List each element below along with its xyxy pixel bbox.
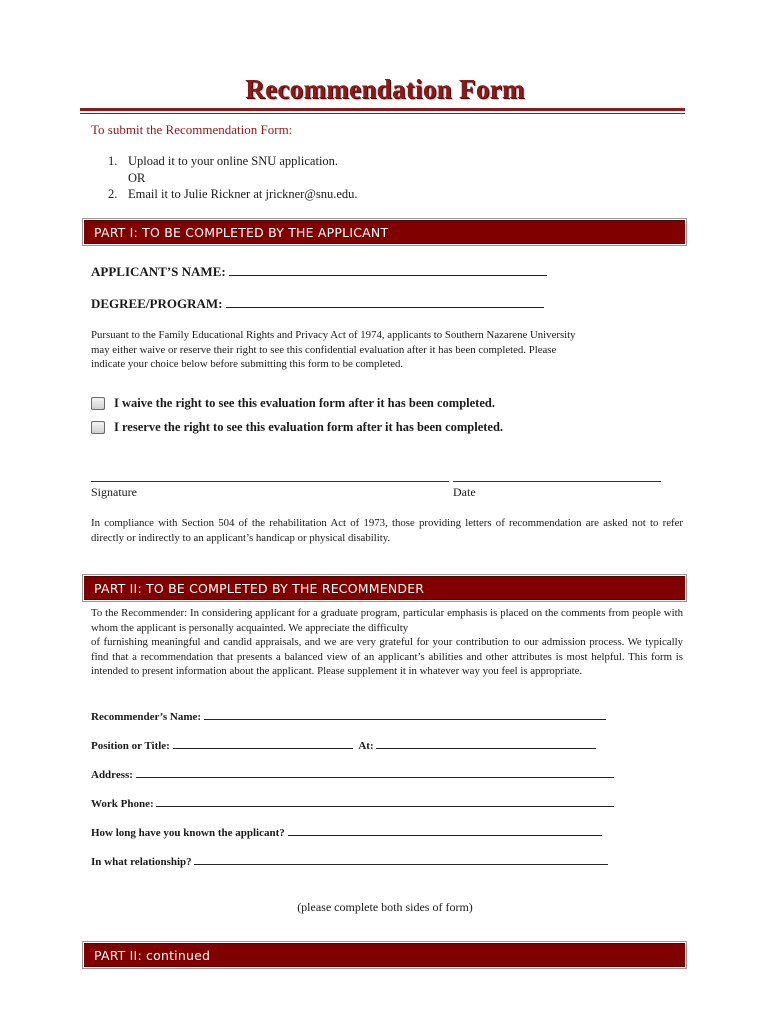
list-item: 1. Upload it to your online SNU application. — [108, 154, 339, 168]
at-label: At: — [358, 740, 374, 752]
waive-label: I waive the right to see this evaluation form after it has been completed. — [114, 396, 495, 410]
waive-option[interactable] — [91, 396, 495, 411]
recommender-intro-line1: To the Recommender: In considering applicant for a graduate program, particular emphasis is placed on the comments from people with whom the applicant is personally acquainted. We appreciate the difficulty — [91, 607, 683, 634]
relationship-line[interactable] — [194, 854, 608, 865]
list-item: OR — [128, 170, 146, 185]
recommender-intro-line2: of furnishing meaningful and candid appraisals, and we are very grateful for your contribution to our admission process. We typically find that a recommendation that presents a balanced view of an applicant’s abilities and other attributes is most helpful. This form is intended to present information about the applicant. Please supplement it in whatever way you feel is appropriate. — [91, 636, 683, 677]
title-rule-thick — [80, 108, 685, 111]
work-phone-field[interactable] — [91, 796, 614, 810]
reserve-option[interactable] — [91, 420, 503, 435]
part2-header: PART II: TO BE COMPLETED BY THE RECOMMENDER — [84, 576, 685, 600]
address-line[interactable] — [136, 767, 614, 778]
address-label: Address: — [91, 769, 133, 781]
position-label: Position or Title: — [91, 740, 170, 752]
degree-program-field[interactable] — [91, 296, 544, 312]
how-long-line[interactable] — [288, 825, 602, 836]
page-title: Recommendation Form — [245, 74, 525, 104]
compliance-paragraph: In compliance with Section 504 of the rehabilitation Act of 1973, those providing letters of recommendation are asked not to refer directly or indirectly to an applicant’s handicap or physical disability. — [91, 517, 683, 544]
address-field[interactable] — [91, 767, 614, 781]
work-phone-line[interactable] — [156, 796, 614, 807]
recommender-intro — [91, 606, 683, 679]
relationship-field[interactable] — [91, 854, 608, 868]
part1-header: PART I: TO BE COMPLETED BY THE APPLICANT — [84, 220, 685, 244]
list-item: 2. Email it to Julie Rickner at jrickner@snu.edu. — [108, 187, 358, 201]
signature-label: Signature — [91, 485, 137, 499]
reserve-label: I reserve the right to see this evaluation form after it has been completed. — [114, 420, 504, 434]
recommender-name-field[interactable] — [91, 709, 606, 723]
recommender-name-line[interactable] — [204, 709, 606, 720]
signature-line[interactable] — [91, 481, 449, 482]
applicant-name-label: APPLICANT’S NAME: — [91, 264, 226, 279]
at-line[interactable] — [376, 738, 596, 749]
work-phone-label: Work Phone: — [91, 798, 154, 810]
title-rule-thin — [80, 113, 685, 114]
submit-instructions-list — [108, 153, 358, 203]
relationship-label: In what relationship? — [91, 856, 192, 868]
part2-continued-header: PART II: continued — [84, 943, 685, 967]
position-line[interactable] — [173, 738, 353, 749]
how-long-label: How long have you known the applicant? — [91, 827, 285, 839]
waive-checkbox[interactable] — [91, 397, 105, 410]
reserve-checkbox[interactable] — [91, 421, 105, 434]
position-field[interactable] — [91, 738, 596, 752]
applicant-name-field[interactable] — [91, 264, 547, 280]
how-long-field[interactable] — [91, 825, 602, 839]
date-label: Date — [453, 485, 476, 499]
date-line[interactable] — [453, 481, 661, 482]
complete-both-sides-note: (please complete both sides of form) — [297, 900, 473, 914]
recommender-name-label: Recommender’s Name: — [91, 711, 202, 723]
degree-program-label: DEGREE/PROGRAM: — [91, 296, 223, 311]
ferpa-paragraph: Pursuant to the Family Educational Rights and Privacy Act of 1974, applicants to Southern Nazarene University may either waive or reserve their right to see this confidential evaluation after it has been completed. Please indicate your choice below before submitting this form to be completed. — [91, 329, 576, 370]
submit-heading: To submit the Recommendation Form: — [91, 122, 293, 137]
degree-program-line[interactable] — [226, 296, 544, 308]
applicant-name-line[interactable] — [229, 264, 547, 276]
